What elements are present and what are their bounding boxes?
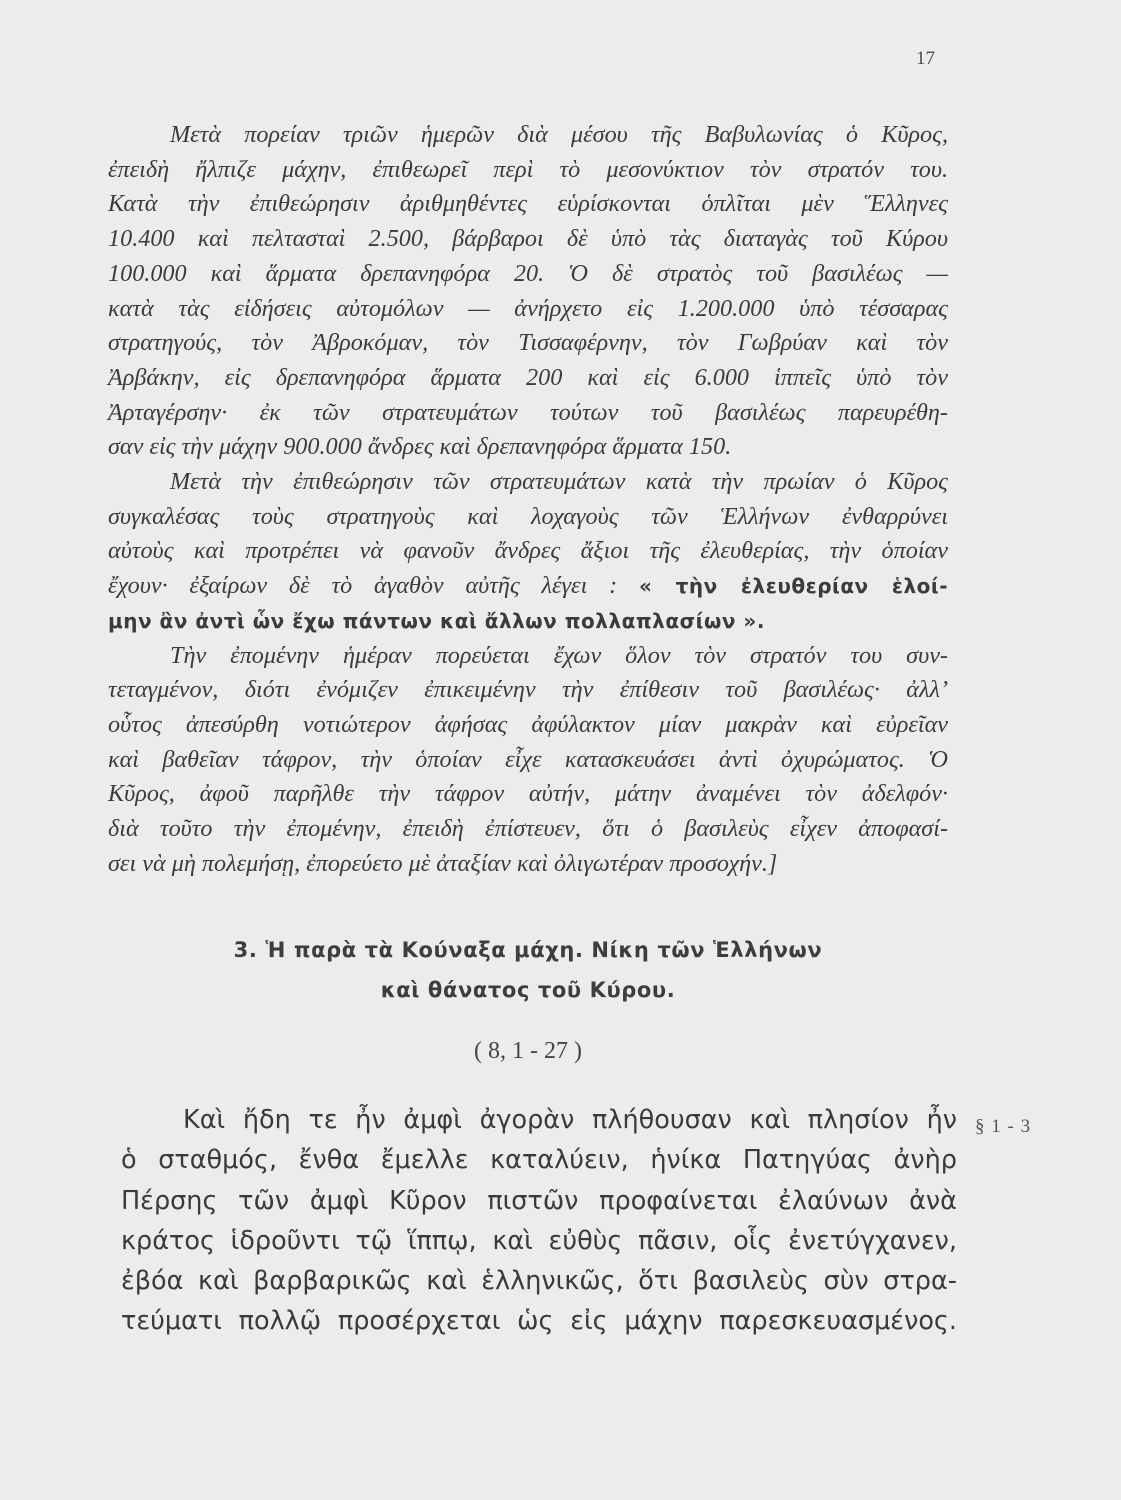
intro-line: σαν εἰς τὴν μάχην 900.000 ἄνδρες καὶ δρεπανηφόρα ἅρματα 150. <box>108 433 732 461</box>
page-number: 17 <box>916 48 935 69</box>
section-title-line-1: 3. Ἡ παρὰ τὰ Κούναξα μάχη. Νίκη τῶν Ἑλλήνων <box>233 938 823 962</box>
intro-line: ἐπειδὴ ἤλπιζε μάχην, ἐπιθεωρεῖ περὶ τὸ μεσονύκτιον τὸν στρατόν του. <box>108 155 948 183</box>
margin-reference: § 1 - 3 <box>975 1116 1032 1137</box>
intro-line: Μετὰ πορείαν τριῶν ἡμερῶν διὰ μέσου τῆς Βαβυλωνίας ὁ Κῦρος, <box>170 121 948 148</box>
intro-line: Κῦρος, ἀφοῦ παρῆλθε τὴν τάφρον αὐτήν, μάτην ἀναμένει τὸν ἀδελφόν· <box>108 780 948 808</box>
intro-line-mixed <box>108 569 948 604</box>
section-reference: ( 8, 1 - 27 ) <box>474 1038 582 1064</box>
intro-line: διὰ τοῦτο τὴν ἐπομένην, ἐπειδὴ ἐπίστευεν, ὅτι ὁ βασιλεὺς εἶχεν ἀποφασί- <box>108 815 948 843</box>
intro-line: κατὰ τὰς εἰδήσεις αὐτομόλων — ἀνήρχετο εἰς 1.200.000 ὑπὸ τέσσαρας <box>108 294 948 322</box>
intro-line: Μετὰ τὴν ἐπιθεώρησιν τῶν στρατευμάτων κατὰ τὴν πρωίαν ὁ Κῦρος <box>170 468 948 496</box>
intro-italic-fragment: ἔχουν· ἐξαίρων δὲ τὸ ἀγαθὸν αὐτῆς λέγει : <box>108 572 618 600</box>
intro-line: 100.000 καὶ ἅρματα δρεπανηφόρα 20. Ὁ δὲ στρατὸς τοῦ βασιλέως — <box>108 259 948 287</box>
greek-text-line: Καὶ ἤδη τε ἦν ἀμφὶ ἀγορὰν πλήθουσαν καὶ πλησίον ἦν <box>183 1105 957 1135</box>
greek-text-line: Πέρσης τῶν ἀμφὶ Κῦρον πιστῶν προφαίνεται ἐλαύνων ἀνὰ <box>121 1185 957 1216</box>
section-title-line-2: καὶ θάνατος τοῦ Κύρου. <box>380 978 676 1002</box>
intro-line: οὗτος ἀπεσύρθη νοτιώτερον ἀφήσας ἀφύλακτον μίαν μακρὰν καὶ εὐρεῖαν <box>108 710 948 738</box>
greek-text-line: ἐβόα καὶ βαρβαρικῶς καὶ ἑλληνικῶς, ὅτι βασιλεὺς σὺν στρα- <box>121 1266 957 1297</box>
greek-text-line: κράτος ἱδροῦντι τῷ ἵππῳ, καὶ εὐθὺς πᾶσιν, οἷς ἐνετύγχανεν, <box>121 1225 957 1256</box>
intro-line: στρατηγούς, τὸν Ἀβροκόμαν, τὸν Τισσαφέρνην, τὸν Γωβρύαν καὶ τὸν <box>108 329 948 357</box>
intro-line: Ἀρβάκην, εἰς δρεπανηφόρα ἅρματα 200 καὶ εἰς 6.000 ἱππεῖς ὑπὸ τὸν <box>108 363 948 391</box>
intro-line: καὶ βαθεῖαν τάφρον, τὴν ὁποίαν εἶχε κατασκευάσει ἀντὶ ὀχυρώματος. Ὁ <box>108 745 948 773</box>
intro-summary <box>108 118 948 881</box>
intro-line: αὐτοὺς καὶ προτρέπει νὰ φανοῦν ἄνδρες ἄξιοι τῆς ἐλευθερίας, τὴν ὁποίαν <box>108 537 948 565</box>
intro-line: τεταγμένον, διότι ἐνόμιζεν ἐπικειμένην τὴν ἐπίθεσιν τοῦ βασιλέως· ἀλλ’ <box>108 676 948 704</box>
intro-line: 10.400 καὶ πελτασταὶ 2.500, βάρβαροι δὲ ὑπὸ τὰς διαταγὰς τοῦ Κύρου <box>108 225 948 253</box>
intro-line: Τὴν ἐπομένην ἡμέραν πορεύεται ἔχων ὅλον τὸν στρατόν του συν- <box>170 641 948 669</box>
intro-line: σει νὰ μὴ πολεμήσῃ, ἐπορεύετο μὲ ἀταξίαν καὶ ὀλιγωτέραν προσοχήν.] <box>108 849 778 877</box>
greek-text-line: ὁ σταθμός, ἔνθα ἔμελλε καταλύειν, ἡνίκα Πατηγύας ἀνὴρ <box>121 1145 957 1176</box>
quote-bold-fragment: « τὴν ἐλευθερίαν ἑλοί- <box>638 574 949 599</box>
intro-line: Κατὰ τὴν ἐπιθεώρησιν ἀριθμηθέντες εὑρίσκονται ὁπλῖται μὲν Ἕλληνες <box>108 190 948 218</box>
section-title <box>108 930 948 1010</box>
quote-bold-line: μην ἂν ἀντὶ ὧν ἔχω πάντων καὶ ἄλλων πολλαπλασίων ». <box>108 608 765 633</box>
greek-text-line: τεύματι πολλῷ προσέρχεται ὡς εἰς μάχην παρεσκευασμένος. <box>121 1306 957 1337</box>
intro-line: συγκαλέσας τοὺς στρατηγοὺς καὶ λοχαγοὺς τῶν Ἑλλήνων ἐνθαρρύνει <box>108 502 948 530</box>
intro-line: Ἀρταγέρσην· ἐκ τῶν στρατευμάτων τούτων τοῦ βασιλέως παρευρέθη- <box>108 398 948 426</box>
greek-text-block <box>121 1100 957 1342</box>
